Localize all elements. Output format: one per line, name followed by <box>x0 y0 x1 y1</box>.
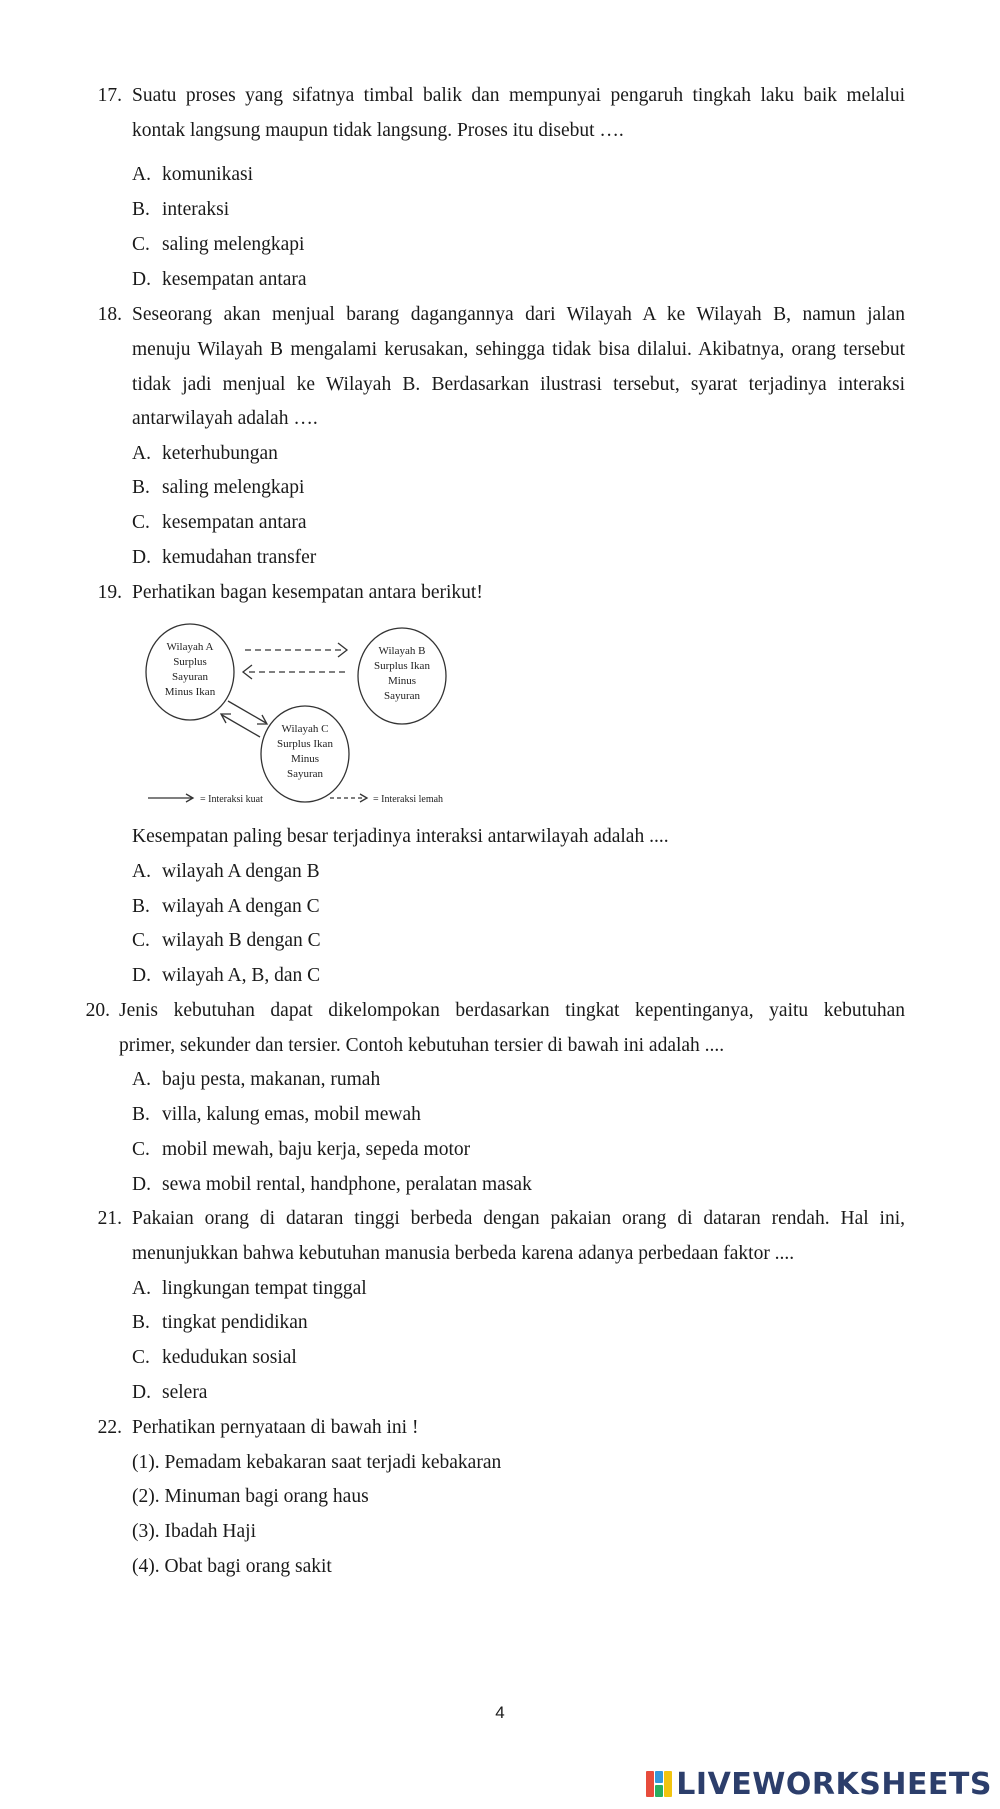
legend-strong-label: = Interaksi kuat <box>200 794 263 805</box>
region-c-label: Sayuran <box>286 768 324 780</box>
region-c-label: Wilayah C <box>281 723 329 735</box>
option-18-a: A. keterhubungan <box>132 443 278 464</box>
strong-arrow-c-to-a <box>222 715 260 737</box>
option-21-d: D. selera <box>132 1382 208 1403</box>
region-a-label: Wilayah A <box>166 641 214 653</box>
question-text <box>119 994 905 1064</box>
option-20-a: A. baju pesta, makanan, rumah <box>132 1069 381 1090</box>
option-19-a: A. wilayah A dengan B <box>132 861 320 882</box>
option-21-c: C. kedudukan sosial <box>132 1347 297 1368</box>
question-text <box>132 1202 905 1272</box>
region-c-label: Surplus Ikan <box>277 738 333 750</box>
option-19-d: D. wilayah A, B, dan C <box>132 965 321 986</box>
legend-weak-label: = Interaksi lemah <box>373 794 444 805</box>
question-text <box>132 79 905 149</box>
logo-block <box>646 1771 654 1797</box>
question-19-follow-up: Kesempatan paling besar terjadinya interaksi antarwilayah adalah .... <box>132 826 669 847</box>
question-line: Jenis kebutuhan dapat dikelompokan berdasarkan tingkat kepentinganya, yaitu kebutuhan <box>119 1000 905 1021</box>
statement-2: (2). Minuman bagi orang haus <box>132 1486 369 1507</box>
option-21-a: A. lingkungan tempat tinggal <box>132 1278 367 1299</box>
region-b-label: Minus <box>387 675 417 687</box>
question-line: primer, sekunder dan tersier. Contoh kebutuhan tersier di bawah ini adalah .... <box>119 1034 725 1056</box>
region-c-label: Minus <box>290 753 320 765</box>
question-line: Perhatikan bagan kesempatan antara berikut! <box>132 582 483 603</box>
question-line: kontak langsung maupun tidak langsung. Proses itu disebut …. <box>132 119 624 141</box>
region-b-label: Sayuran <box>383 690 421 702</box>
question-line: Pakaian orang di dataran tinggi berbeda dengan pakaian orang di dataran rendah. Hal ini, <box>132 1208 905 1229</box>
question-line: menuju Wilayah B mengalami kerusakan, sehingga tidak bisa dilalui. Akibatnya, orang tersebut <box>132 338 905 360</box>
question-line: tidak jadi menjual ke Wilayah B. Berdasarkan ilustrasi tersebut, syarat terjadinya interaksi <box>132 373 905 395</box>
statement-1: (1). Pemadam kebakaran saat terjadi kebakaran <box>132 1452 502 1473</box>
option-17-c: C. saling melengkapi <box>132 234 305 255</box>
strong-arrow-a-to-c <box>228 701 266 723</box>
question-number: 17. <box>97 85 122 106</box>
option-17-a: A. komunikasi <box>132 164 253 185</box>
option-21-b: B. tingkat pendidikan <box>132 1312 308 1333</box>
question-text <box>132 298 905 437</box>
statement-3: (3). Ibadah Haji <box>132 1521 256 1542</box>
option-17-d: D. kesempatan antara <box>132 269 307 290</box>
option-18-d: D. kemudahan transfer <box>132 547 317 568</box>
question-line: antarwilayah adalah …. <box>132 408 318 430</box>
option-19-b: B. wilayah A dengan C <box>132 896 320 917</box>
option-20-c: C. mobil mewah, baju kerja, sepeda motor <box>132 1139 471 1160</box>
question-text <box>132 576 905 611</box>
question-number: 20. <box>85 1000 110 1021</box>
option-19-c: C. wilayah B dengan C <box>132 930 321 951</box>
region-b-label: Surplus Ikan <box>374 660 430 672</box>
option-18-c: C. kesempatan antara <box>132 512 307 533</box>
liveworksheets-logo[interactable] <box>645 1764 992 1804</box>
option-17-b: B. interaksi <box>132 199 230 220</box>
region-a-label: Sayuran <box>171 671 209 683</box>
question-number: 19. <box>97 582 122 603</box>
question-line: Seseorang akan menjual barang dagangannya dari Wilayah A ke Wilayah B, namun jalan <box>132 304 905 325</box>
logo-block <box>655 1785 663 1797</box>
question-line: Perhatikan pernyataan di bawah ini ! <box>132 1417 419 1438</box>
statement-4: (4). Obat bagi orang sakit <box>132 1556 332 1577</box>
liveworksheets-logo-icon <box>645 1770 673 1798</box>
question-number: 22. <box>97 1417 122 1438</box>
brand-name: LIVEWORKSHEETS <box>676 1766 992 1802</box>
logo-block <box>664 1771 672 1797</box>
region-b-label: Wilayah B <box>378 645 426 657</box>
interaction-diagram <box>140 620 470 810</box>
option-20-b: B. villa, kalung emas, mobil mewah <box>132 1104 421 1125</box>
option-20-d: D. sewa mobil rental, handphone, peralatan masak <box>132 1174 532 1195</box>
region-a-label: Surplus <box>173 656 207 668</box>
logo-block <box>655 1771 663 1783</box>
page-number: 4 <box>495 1703 505 1722</box>
question-line: menunjukkan bahwa kebutuhan manusia berbeda karena adanya perbedaan faktor .... <box>132 1242 795 1264</box>
question-text <box>132 1411 905 1446</box>
question-number: 21. <box>97 1208 122 1229</box>
region-a-label: Minus Ikan <box>164 686 216 698</box>
question-line: Suatu proses yang sifatnya timbal balik dan mempunyai pengaruh tingkah laku baik melalui <box>132 85 905 106</box>
question-number: 18. <box>97 304 122 325</box>
option-18-b: B. saling melengkapi <box>132 477 305 498</box>
